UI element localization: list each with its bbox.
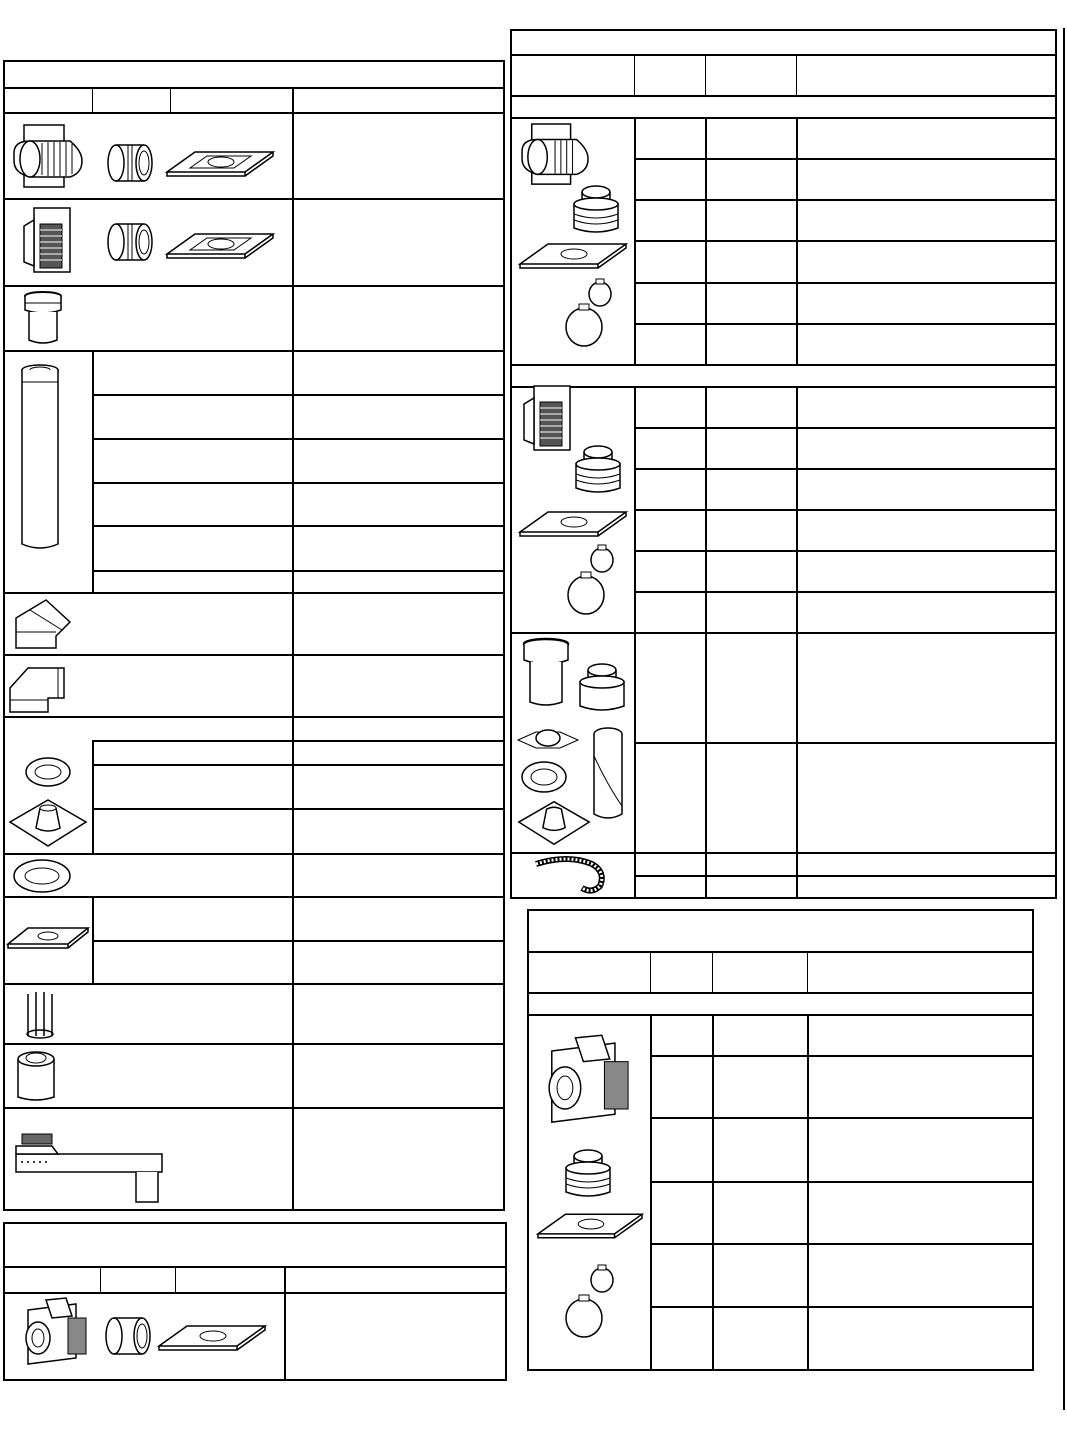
right-bottom-col-divider [712, 951, 713, 993]
right-bottom-col-divider [712, 1014, 714, 1371]
left-sub-row-divider [92, 525, 505, 527]
left-sub-row-divider [92, 482, 505, 484]
right-bottom-group-divider [527, 1014, 1034, 1016]
left-bottom-colheader-divider [3, 1292, 507, 1294]
wall-firestop-plate-icon [165, 148, 275, 182]
wall-firestop-plate-icon [518, 508, 628, 542]
left-sub-row-divider [92, 764, 505, 766]
pipe-clamp-icon [562, 302, 606, 348]
round-collar-icon [564, 1148, 612, 1200]
ceiling-firestop-icon [536, 1210, 644, 1244]
square-termination-cap-icon [536, 1020, 636, 1140]
square-termination-cap-icon [16, 1296, 92, 1368]
left-row-divider [3, 853, 505, 855]
right-row-divider [634, 282, 1057, 284]
right-bottom-col-divider [807, 1014, 809, 1371]
roof-flashing-icon [514, 798, 594, 848]
left-sub-row-divider [92, 438, 505, 440]
round-collar-icon [572, 184, 620, 236]
roof-flashing-icon [8, 796, 88, 850]
right-bottom-row-divider [650, 1181, 1034, 1183]
right-row-divider [634, 199, 1057, 201]
right-bottom-row-divider [650, 1055, 1034, 1057]
pipe-clamp-icon [588, 1264, 616, 1294]
right-bottom-col-divider [807, 951, 808, 993]
ceiling-firestop-icon [6, 924, 90, 954]
right-group-divider [510, 632, 1057, 634]
left-row-divider [3, 1107, 505, 1109]
right-bottom-colheader-divider [527, 992, 1034, 994]
right-bottom-col-divider [650, 1014, 652, 1371]
flexible-liner-icon [532, 854, 608, 894]
left-row-divider [3, 654, 505, 656]
left-row-divider [3, 350, 505, 352]
left-row-divider [3, 198, 505, 200]
right-group-divider [510, 386, 1057, 388]
left-subcol-divider [92, 352, 94, 593]
right-bottom-row-divider [650, 1306, 1034, 1308]
left-subcol-divider [92, 740, 94, 854]
pipe-clamp-icon [562, 1292, 606, 1340]
90-degree-elbow-icon [6, 658, 70, 714]
louvered-termination-cap-icon [20, 206, 76, 278]
trim-collar-icon [12, 858, 72, 894]
right-row-divider [634, 468, 1057, 470]
left-sub-row-divider [92, 740, 505, 742]
rectangular-termination-cap-icon [518, 122, 596, 188]
right-row-divider [634, 875, 1057, 877]
pipe-clamp-icon [564, 570, 608, 616]
left-sub-row-divider [92, 940, 505, 942]
left-row-divider [3, 983, 505, 985]
right-row-divider [634, 591, 1057, 593]
right-row-divider [634, 323, 1057, 325]
left-bottom-col-divider [100, 1266, 101, 1293]
left-bottom-col-divider [175, 1266, 176, 1293]
right-col-divider [634, 54, 635, 96]
left-sub-row-divider [92, 808, 505, 810]
pipe-clamp-icon [516, 722, 580, 752]
right-row-divider [634, 427, 1057, 429]
left-table-header-divider [3, 87, 505, 89]
right-row-divider [634, 742, 1057, 744]
left-row-divider [3, 592, 505, 594]
left-col-divider-2 [170, 87, 171, 113]
45-degree-elbow-icon [10, 596, 74, 652]
left-col-divider-desc [292, 87, 294, 1210]
right-row-divider [634, 158, 1057, 160]
right-colheader-divider [510, 95, 1057, 97]
right-row-divider [634, 240, 1057, 242]
right-group-divider [510, 364, 1057, 366]
right-bottom-col-divider [650, 951, 651, 993]
wall-firestop-plate-icon [156, 1322, 268, 1356]
left-col-divider-1 [92, 87, 93, 113]
right-row-divider [634, 550, 1057, 552]
rectangular-termination-cap-icon [10, 123, 90, 191]
storm-collar-icon [16, 1047, 56, 1103]
right-row-divider [634, 509, 1057, 511]
pipe-adapter-icon [20, 290, 66, 346]
right-col-divider [796, 54, 797, 96]
trim-collar-icon [520, 760, 568, 794]
vent-pipe-section-icon [18, 362, 62, 552]
left-bottom-col-divider [284, 1266, 286, 1380]
liner-adapter-icon [520, 638, 572, 710]
left-row-divider [3, 1043, 505, 1045]
snorkel-termination-icon [12, 1132, 164, 1204]
left-bottom-header-divider [3, 1266, 507, 1268]
wall-strap-icon [22, 990, 58, 1042]
round-collar-icon [106, 142, 154, 184]
right-col-divider [634, 632, 636, 899]
right-group-divider [510, 117, 1057, 119]
right-bottom-row-divider [650, 1117, 1034, 1119]
round-collar-icon [578, 662, 626, 714]
left-row-divider [3, 716, 505, 718]
right-col-divider [705, 386, 707, 852]
right-header-divider [510, 54, 1057, 56]
right-col-divider [796, 386, 798, 899]
right-col-divider [705, 54, 706, 96]
wall-firestop-plate-icon [518, 240, 628, 274]
louvered-termination-cap-icon [520, 384, 576, 456]
round-collar-icon [106, 221, 154, 263]
right-bottom-header-divider [527, 951, 1034, 953]
trim-collar-icon [24, 756, 72, 788]
round-collar-icon [574, 444, 622, 496]
right-bottom-row-divider [650, 1243, 1034, 1245]
page-margin-rule [1063, 28, 1065, 1410]
left-row-divider [3, 285, 505, 287]
left-table-colheader-divider [3, 112, 505, 114]
left-sub-row-divider [92, 570, 505, 572]
wall-firestop-plate-icon [165, 230, 275, 264]
round-collar-icon [104, 1315, 152, 1357]
left-sub-row-divider [92, 394, 505, 396]
left-row-divider [3, 896, 505, 898]
